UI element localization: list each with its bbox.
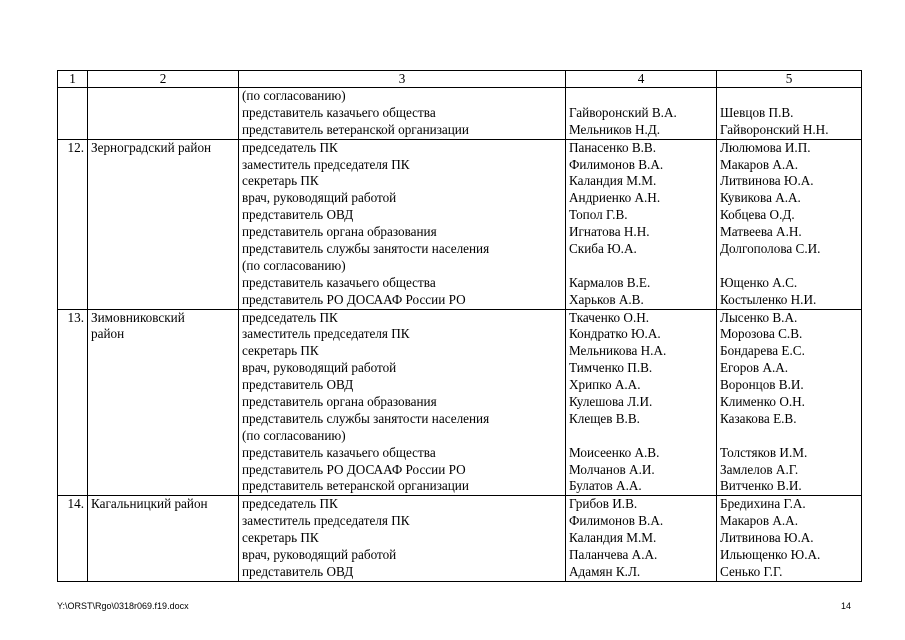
- role-line: представитель казачьего общества: [242, 444, 436, 460]
- reserve-member-line: Егоров А.А.: [720, 360, 789, 376]
- role-line: представитель ветеранской организации: [242, 478, 469, 494]
- footer-page-number: 14: [841, 601, 852, 611]
- table-row: [58, 309, 862, 496]
- primary-member-line: Топол Г.В.: [569, 207, 628, 223]
- district-cell: [88, 496, 239, 581]
- primary-member-line: Каландия М.М.: [569, 530, 657, 546]
- role-line: представитель службы занятости населения: [242, 241, 490, 257]
- role-line: врач, руководящий работой: [242, 190, 397, 206]
- primary-member-line: Мельникова Н.А.: [569, 343, 667, 359]
- header-col-2: 2: [88, 71, 239, 88]
- row-number: [61, 88, 84, 105]
- reserve-member-cell: [717, 496, 862, 581]
- role-line: секретарь ПК: [242, 173, 319, 189]
- primary-member-cell: [566, 88, 717, 140]
- reserve-member-line: Долгополова С.И.: [720, 241, 821, 257]
- reserve-member-line: [720, 258, 858, 275]
- primary-member-line: Мельников Н.Д.: [569, 121, 661, 137]
- primary-member-line: [569, 428, 713, 445]
- reserve-member-line: Литвинова Ю.А.: [720, 173, 814, 189]
- footer-file-path: Y:\ORST\Rgo\0318r069.f19.docx: [57, 601, 189, 611]
- reserve-member-line: Кобцева О.Д.: [720, 207, 795, 223]
- reserve-member-line: Витченко В.И.: [720, 478, 802, 494]
- reserve-member-line: Ющенко А.С.: [720, 274, 798, 290]
- primary-member-line: Филимонов В.А.: [569, 513, 664, 529]
- primary-member-line: Каландия М.М.: [569, 173, 657, 189]
- primary-member-line: Тимченко П.В.: [569, 360, 653, 376]
- primary-member-line: Хрипко А.А.: [569, 377, 641, 393]
- district-cell: [88, 309, 239, 496]
- primary-member-line: Скиба Ю.А.: [569, 241, 637, 257]
- reserve-member-cell: [717, 88, 862, 140]
- district-line: Зимовниковский: [91, 309, 185, 325]
- primary-member-line: Клещев В.В.: [569, 410, 640, 426]
- reserve-member-line: Воронцов В.И.: [720, 377, 804, 393]
- role-line: председатель ПК: [242, 139, 338, 155]
- role-line: врач, руководящий работой: [242, 547, 397, 563]
- primary-member-line: Адамян К.Л.: [569, 563, 641, 579]
- primary-member-cell: [566, 496, 717, 581]
- table-row: [58, 496, 862, 581]
- header-col-1: 1: [58, 71, 88, 88]
- role-line: представитель службы занятости населения: [242, 410, 490, 426]
- primary-member-line: Ткаченко О.Н.: [569, 309, 650, 325]
- role-line: (по согласованию): [242, 257, 346, 273]
- primary-member-line: Гайворонский В.А.: [569, 104, 677, 120]
- row-number-cell: [58, 496, 88, 581]
- primary-member-line: Харьков А.В.: [569, 291, 644, 307]
- reserve-member-line: Костыленко Н.И.: [720, 291, 817, 307]
- reserve-member-cell: [717, 139, 862, 309]
- header-col-3: 3: [239, 71, 566, 88]
- reserve-member-cell: [717, 309, 862, 496]
- primary-member-cell: [566, 309, 717, 496]
- reserve-member-line: Матвеева А.Н.: [720, 224, 802, 240]
- committee-table: [57, 70, 862, 582]
- role-line: представитель ОВД: [242, 563, 354, 579]
- reserve-member-line: Лысенко В.А.: [720, 309, 798, 325]
- role-line: заместитель председателя ПК: [242, 513, 410, 529]
- reserve-member-line: Бондарева Е.С.: [720, 343, 805, 359]
- reserve-member-line: Люлюмова И.П.: [720, 139, 811, 155]
- row-number-cell: [58, 139, 88, 309]
- role-line: представитель ОВД: [242, 377, 354, 393]
- table-row: [58, 88, 862, 140]
- reserve-member-line: Гайворонский Н.Н.: [720, 121, 829, 137]
- reserve-member-line: Сенько Г.Г.: [720, 563, 783, 579]
- reserve-member-line: Кувикова А.А.: [720, 190, 801, 206]
- role-line: заместитель председателя ПК: [242, 326, 410, 342]
- role-line: представитель органа образования: [242, 394, 437, 410]
- reserve-member-line: Литвинова Ю.А.: [720, 530, 814, 546]
- role-cell: [239, 496, 566, 581]
- primary-member-line: Моисеенко А.В.: [569, 444, 660, 460]
- primary-member-line: Кондратко Ю.А.: [569, 326, 661, 342]
- role-line: заместитель председателя ПК: [242, 156, 410, 172]
- primary-member-line: Филимонов В.А.: [569, 156, 664, 172]
- reserve-member-line: Ильющенко Ю.А.: [720, 547, 821, 563]
- district-line: Зерноградский район: [91, 139, 212, 155]
- reserve-member-line: [720, 88, 858, 105]
- primary-member-line: [569, 88, 713, 105]
- reserve-member-line: Макаров А.А.: [720, 513, 798, 529]
- role-line: (по согласованию): [242, 88, 346, 103]
- reserve-member-line: Бредихина Г.А.: [720, 496, 806, 512]
- primary-member-cell: [566, 139, 717, 309]
- district-cell: [88, 88, 239, 140]
- role-line: представитель казачьего общества: [242, 274, 436, 290]
- primary-member-line: Грибов И.В.: [569, 496, 638, 512]
- primary-member-line: Кармалов В.Е.: [569, 274, 651, 290]
- row-number: 13.: [67, 309, 84, 325]
- primary-member-line: Булатов А.А.: [569, 478, 642, 494]
- row-number: 14.: [67, 496, 84, 512]
- role-line: представитель ветеранской организации: [242, 121, 469, 137]
- role-line: врач, руководящий работой: [242, 360, 397, 376]
- role-line: представитель ОВД: [242, 207, 354, 223]
- role-cell: [239, 88, 566, 140]
- reserve-member-line: Толстяков И.М.: [720, 444, 808, 460]
- row-number: 12.: [67, 139, 84, 155]
- district-cell: [88, 139, 239, 309]
- role-line: представитель РО ДОСААФ России РО: [242, 291, 466, 307]
- header-row: [58, 71, 862, 88]
- primary-member-line: [569, 258, 713, 275]
- table-row: [58, 139, 862, 309]
- role-line: секретарь ПК: [242, 530, 319, 546]
- role-line: председатель ПК: [242, 309, 338, 325]
- reserve-member-line: Шевцов П.В.: [720, 104, 794, 120]
- primary-member-line: Кулешова Л.И.: [569, 394, 653, 410]
- role-line: секретарь ПК: [242, 343, 319, 359]
- role-cell: [239, 309, 566, 496]
- primary-member-line: Панасенко В.В.: [569, 139, 657, 155]
- role-line: председатель ПК: [242, 496, 338, 512]
- district-line: Кагальницкий район: [91, 496, 208, 512]
- reserve-member-line: [720, 428, 858, 445]
- header-col-5: 5: [717, 71, 862, 88]
- role-line: представитель органа образования: [242, 224, 437, 240]
- reserve-member-line: Макаров А.А.: [720, 156, 798, 172]
- header-col-4: 4: [566, 71, 717, 88]
- reserve-member-line: Клименко О.Н.: [720, 394, 805, 410]
- row-number-cell: [58, 88, 88, 140]
- district-line: район: [91, 326, 125, 342]
- primary-member-line: Паланчева А.А.: [569, 547, 658, 563]
- role-line: (по согласованию): [242, 427, 346, 443]
- reserve-member-line: Морозова С.В.: [720, 326, 803, 342]
- primary-member-line: Молчанов А.И.: [569, 461, 655, 477]
- reserve-member-line: Казакова Е.В.: [720, 410, 797, 426]
- reserve-member-line: Замлелов А.Г.: [720, 461, 799, 477]
- role-line: представитель РО ДОСААФ России РО: [242, 461, 466, 477]
- role-line: представитель казачьего общества: [242, 104, 436, 120]
- role-cell: [239, 139, 566, 309]
- primary-member-line: Игнатова Н.Н.: [569, 224, 650, 240]
- primary-member-line: Андриенко А.Н.: [569, 190, 661, 206]
- row-number-cell: [58, 309, 88, 496]
